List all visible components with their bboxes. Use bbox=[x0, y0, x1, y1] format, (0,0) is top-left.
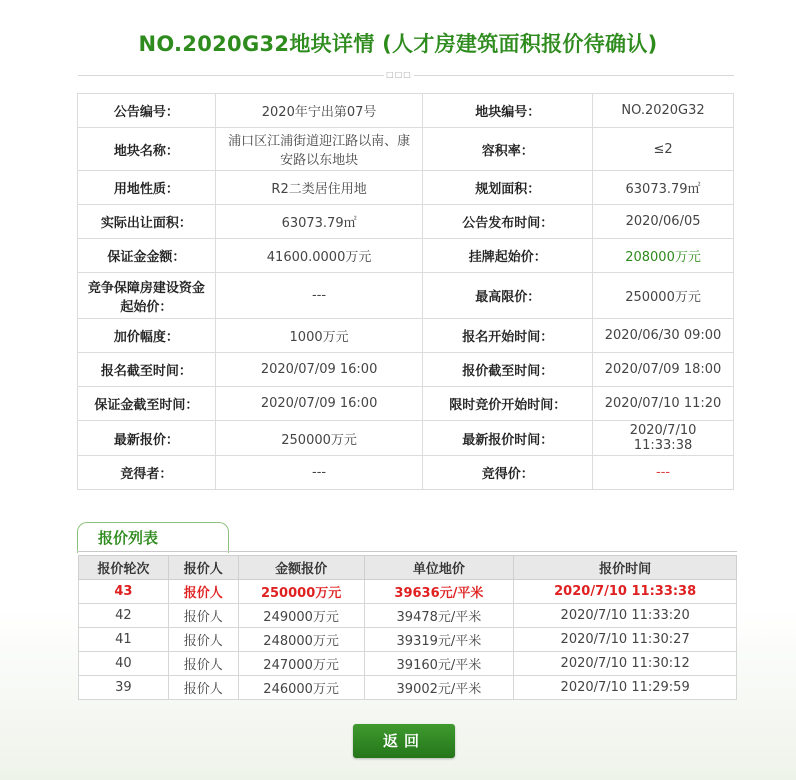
info-label: 地块编号： bbox=[423, 94, 593, 128]
info-label: 报名截至时间： bbox=[78, 353, 216, 387]
bid-unit-price: 39478元/平米 bbox=[364, 604, 514, 628]
column-header-time: 报价时间 bbox=[514, 556, 737, 580]
tab-bid-list[interactable] bbox=[77, 522, 229, 553]
bid-round: 42 bbox=[79, 604, 169, 628]
info-value: R2二类居住用地 bbox=[215, 171, 423, 205]
info-value: 2020/06/30 09:00 bbox=[593, 319, 734, 353]
info-label: 限时竞价开始时间： bbox=[423, 387, 593, 421]
bid-unit-price: 39160元/平米 bbox=[364, 652, 514, 676]
bid-amount: 246000万元 bbox=[238, 676, 364, 700]
table-row bbox=[79, 604, 737, 628]
info-value: 63073.79㎡ bbox=[593, 171, 734, 205]
bid-time: 2020/7/10 11:29:59 bbox=[514, 676, 737, 700]
info-value: 2020/06/05 bbox=[593, 205, 734, 239]
info-label: 容积率： bbox=[423, 128, 593, 171]
info-label: 竞得者： bbox=[78, 456, 216, 490]
info-row bbox=[78, 421, 734, 456]
info-label: 地块名称： bbox=[78, 128, 216, 171]
bid-bidder: 报价人 bbox=[168, 604, 238, 628]
info-value: 63073.79㎡ bbox=[215, 205, 423, 239]
info-value: 2020/7/10 11:33:38 bbox=[593, 421, 734, 456]
bid-bidder: 报价人 bbox=[168, 628, 238, 652]
info-value: NO.2020G32 bbox=[593, 94, 734, 128]
tab-bid-list-label: 报价列表 bbox=[98, 529, 159, 547]
bid-time: 2020/7/10 11:33:20 bbox=[514, 604, 737, 628]
info-value: 41600.0000万元 bbox=[215, 239, 423, 273]
info-label: 保证金截至时间： bbox=[78, 387, 216, 421]
bid-unit-price: 39319元/平米 bbox=[364, 628, 514, 652]
info-label: 规划面积： bbox=[423, 171, 593, 205]
info-row bbox=[78, 353, 734, 387]
info-value: 250000万元 bbox=[215, 421, 423, 456]
table-row bbox=[79, 580, 737, 604]
info-label: 最新报价： bbox=[78, 421, 216, 456]
info-value: 2020/07/09 18:00 bbox=[593, 353, 734, 387]
info-label: 报名开始时间： bbox=[423, 319, 593, 353]
info-label: 公告发布时间： bbox=[423, 205, 593, 239]
bid-amount: 250000万元 bbox=[238, 580, 364, 604]
bid-list-table bbox=[78, 555, 737, 700]
tab-underline bbox=[77, 551, 737, 552]
bid-unit-price: 39636元/平米 bbox=[364, 580, 514, 604]
info-value: 250000万元 bbox=[593, 273, 734, 319]
info-row bbox=[78, 171, 734, 205]
info-label: 最高限价： bbox=[423, 273, 593, 319]
bid-unit-price: 39002元/平米 bbox=[364, 676, 514, 700]
info-value: --- bbox=[215, 273, 423, 319]
info-label: 挂牌起始价： bbox=[423, 239, 593, 273]
divider-dots-icon: □□□ bbox=[384, 69, 414, 81]
info-label: 保证金金额： bbox=[78, 239, 216, 273]
bid-time: 2020/7/10 11:33:38 bbox=[514, 580, 737, 604]
info-value: 2020/07/10 11:20 bbox=[593, 387, 734, 421]
column-header-bidder: 报价人 bbox=[168, 556, 238, 580]
info-label: 实际出让面积： bbox=[78, 205, 216, 239]
info-label: 竞得价： bbox=[423, 456, 593, 490]
info-label: 加价幅度： bbox=[78, 319, 216, 353]
info-label: 用地性质： bbox=[78, 171, 216, 205]
info-value: 浦口区江浦街道迎江路以南、康安路以东地块 bbox=[215, 128, 423, 171]
table-row bbox=[79, 676, 737, 700]
bid-bidder: 报价人 bbox=[168, 676, 238, 700]
bid-round: 39 bbox=[79, 676, 169, 700]
starting-price-value: 208000万元 bbox=[593, 239, 734, 273]
bid-round: 41 bbox=[79, 628, 169, 652]
table-row bbox=[79, 628, 737, 652]
info-label: 公告编号： bbox=[78, 94, 216, 128]
column-header-round: 报价轮次 bbox=[79, 556, 169, 580]
info-row bbox=[78, 456, 734, 490]
info-row bbox=[78, 387, 734, 421]
bid-round: 40 bbox=[79, 652, 169, 676]
info-value: --- bbox=[215, 456, 423, 490]
page-title: NO.2020G32地块详情 (人才房建筑面积报价待确认) bbox=[138, 32, 658, 56]
bid-amount: 247000万元 bbox=[238, 652, 364, 676]
info-value: 2020/07/09 16:00 bbox=[215, 353, 423, 387]
bid-header-row bbox=[79, 556, 737, 580]
column-header-amount: 金额报价 bbox=[238, 556, 364, 580]
info-row bbox=[78, 94, 734, 128]
info-value: ≤2 bbox=[593, 128, 734, 171]
bid-amount: 249000万元 bbox=[238, 604, 364, 628]
parcel-info-table bbox=[77, 93, 734, 490]
info-value: 1000万元 bbox=[215, 319, 423, 353]
back-button[interactable]: 返回 bbox=[353, 724, 455, 758]
info-row bbox=[78, 319, 734, 353]
bid-round: 43 bbox=[79, 580, 169, 604]
info-row bbox=[78, 128, 734, 171]
info-value: 2020年宁出第07号 bbox=[215, 94, 423, 128]
info-row bbox=[78, 239, 734, 273]
info-label: 最新报价时间： bbox=[423, 421, 593, 456]
info-row bbox=[78, 205, 734, 239]
column-header-unit-price: 单位地价 bbox=[364, 556, 514, 580]
table-row bbox=[79, 652, 737, 676]
bid-bidder: 报价人 bbox=[168, 652, 238, 676]
bid-time: 2020/7/10 11:30:27 bbox=[514, 628, 737, 652]
bid-amount: 248000万元 bbox=[238, 628, 364, 652]
info-label: 报价截至时间： bbox=[423, 353, 593, 387]
bid-time: 2020/7/10 11:30:12 bbox=[514, 652, 737, 676]
bid-bidder: 报价人 bbox=[168, 580, 238, 604]
winning-price-value: --- bbox=[593, 456, 734, 490]
info-row bbox=[78, 273, 734, 319]
info-label: 竞争保障房建设资金起始价： bbox=[78, 273, 216, 319]
info-value: 2020/07/09 16:00 bbox=[215, 387, 423, 421]
